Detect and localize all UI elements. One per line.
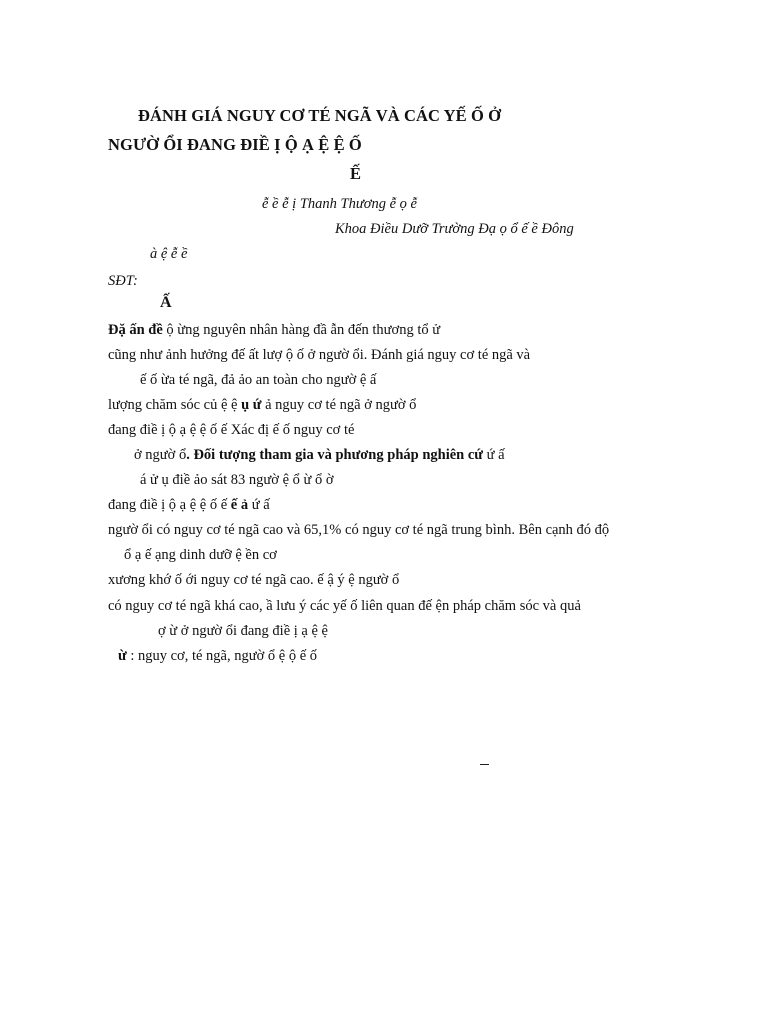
title-line-3: Ế [350, 164, 362, 183]
abstract-text: lượng chăm sóc củ ệ ệ [108, 397, 242, 413]
abstract-line-12: có nguy cơ té ngã khá cao, ầ lưu ý các yế ố liên quan đế ện pháp chăm sóc và quả [108, 598, 581, 614]
methods-label: . Đối tượng tham gia và phương pháp nghiên cứ [186, 447, 483, 463]
results-label: ế ả [230, 497, 249, 513]
abstract-line-2: cũng như ảnh hưởng đế ất lượ ộ ố ở ngườ ổi. Đánh giá nguy cơ té ngã và [108, 347, 531, 363]
abstract-line-13: ợ ừ ở ngườ ổi đang điề ị ạ ệ ệ [158, 623, 328, 639]
abstract-line-4 [108, 396, 416, 414]
abstract-heading: Ấ [160, 294, 172, 311]
objective-fragment: ứ [252, 397, 262, 413]
keywords-text: : nguy cơ, té ngã, ngườ ổ ệ ộ ế ố [126, 648, 318, 664]
background-label: Đặ ấn đề [108, 322, 163, 338]
abstract-line-8 [108, 496, 270, 514]
abstract-line-1 [108, 321, 440, 339]
authors-affiliation: Khoa Điều Dưỡ Trường Đạ ọ ổ ế ề Đông [335, 221, 574, 237]
footer-dash [480, 764, 489, 765]
title-line-2: NGƯỜ ỔI ĐANG ĐIỀ Ị Ộ Ạ Ệ Ệ Ố [108, 135, 362, 154]
abstract-line-3: ế ố ừa té ngã, đả ảo an toàn cho ngườ ệ ấ [140, 372, 377, 388]
abstract-text: ứ ấ [483, 447, 505, 463]
abstract-text: đang điề ị ộ ạ ệ ệ ố ế [108, 497, 231, 513]
abstract-line-10: ổ ạ ế ạng dinh dưỡ ệ ền cơ [124, 547, 277, 563]
keywords-line [118, 647, 317, 665]
abstract-text: ở ngườ ổ [134, 447, 187, 463]
objective-fragment: ụ [241, 397, 250, 413]
abstract-line-6 [134, 446, 505, 464]
abstract-text: ộ ừng nguyên nhân hàng đầ ẫn đến thương tổ ử [162, 322, 441, 338]
phone-label: SĐT: [108, 273, 138, 289]
abstract-text: ả nguy cơ té ngã ở ngườ ổ [261, 397, 417, 413]
abstract-line-7: á ử ụ điề ảo sát 83 ngườ ệ ổ ừ ổ ờ [140, 472, 334, 488]
authors-affiliation-cont: à ệ ễ ề [150, 246, 188, 262]
abstract-text: ứ ấ [248, 497, 270, 513]
title-line-1: ĐÁNH GIÁ NGUY CƠ TÉ NGÃ VÀ CÁC YẾ Ố Ở [138, 106, 502, 125]
authors-names: ễ ề ễ ị Thanh Thương ễ ọ ễ [262, 196, 417, 212]
abstract-line-11: xương khớ ố ới nguy cơ té ngã cao. ế ậ ý ệ ngườ ổ [108, 572, 400, 588]
abstract-line-9: ngườ ổi có nguy cơ té ngã cao và 65,1% có nguy cơ té ngã trung bình. Bên cạnh đó độ [108, 522, 610, 538]
abstract-line-5: đang điề ị ộ ạ ệ ệ ố ế Xác đị ế ố nguy cơ té [108, 422, 355, 438]
keywords-label: ừ [118, 648, 127, 664]
